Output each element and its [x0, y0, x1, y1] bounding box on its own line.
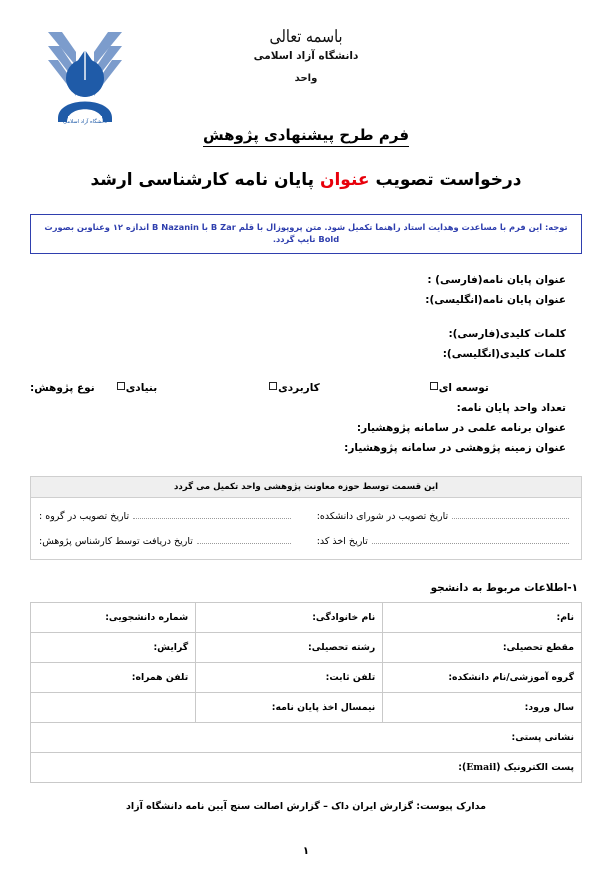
notice-text-1: این فرم با مساعدت وهدایت استاد راهنما تکمیل شود. متن پروپوزال با قلم — [238, 222, 543, 232]
notice-bold-word: Bold — [318, 234, 340, 245]
university-name: دانشگاه آزاد اسلامی — [253, 49, 359, 62]
research-type-option-developmental-label: توسعه ای — [438, 381, 489, 394]
field-scientific-program-title: عنوان برنامه علمی در سامانه پژوهشیار: — [356, 421, 566, 434]
notice-font-zar: B Zar — [210, 222, 236, 232]
faculty-council-approval-date-label: تاریخ تصویب در شورای دانشکده: — [316, 510, 449, 522]
notice-box — [30, 214, 582, 254]
cell-mobile-phone-label[interactable]: تلفن همراه: — [31, 662, 196, 692]
code-issue-date-label: تاریخ اخذ کد: — [316, 535, 368, 547]
notice-prefix: توجه: — [544, 222, 568, 232]
title-keyword-fields — [30, 270, 582, 458]
expert-receipt-date-field[interactable] — [39, 536, 295, 547]
code-issue-date-blank[interactable] — [372, 542, 569, 544]
cell-student-number-label[interactable]: شماره دانشجویی: — [31, 602, 196, 632]
expert-receipt-date-label: تاریخ دریافت توسط کارشناس پژوهش: — [39, 535, 193, 547]
receipt-dates-row — [39, 536, 573, 547]
form-title-text: فرم طرح پیشنهادی پژوهش — [203, 126, 409, 147]
section-1-heading: ۱-اطلاعات مربوط به دانشجو — [430, 581, 578, 594]
cell-department-faculty-label[interactable]: گروه آموزشی/نام دانشکده: — [383, 662, 582, 692]
research-type-option-developmental[interactable] — [430, 378, 489, 398]
cell-empty[interactable] — [31, 692, 196, 722]
table-row — [31, 692, 582, 722]
page-number: ۱ — [302, 845, 310, 857]
group-approval-date-blank[interactable] — [133, 517, 291, 519]
group-approval-date-field[interactable] — [39, 511, 295, 522]
cell-thesis-semester-label[interactable]: نیمسال اخذ پایان نامه: — [196, 692, 383, 722]
attachment-note: مدارک پیوست: گزارش ایران داک – گزارش اصالت سنج آیین نامه دانشگاه آزاد — [126, 800, 486, 812]
checkbox-applied[interactable] — [269, 382, 277, 390]
research-type-row — [30, 378, 572, 398]
cell-entry-year-label[interactable]: سال ورود: — [383, 692, 582, 722]
cell-family-name-label[interactable]: نام خانوادگی: — [196, 602, 383, 632]
field-keywords-en: کلمات کلیدی(انگلیسی): — [442, 347, 566, 360]
notice-text-3: تایپ گردد. — [272, 234, 316, 245]
field-research-area-title: عنوان زمینه پژوهشی در سامانه پژوهشیار: — [344, 441, 566, 454]
table-row — [31, 752, 582, 782]
research-type-option-applied[interactable] — [269, 378, 320, 398]
table-row — [31, 722, 582, 752]
research-type-option-basic[interactable] — [117, 378, 157, 398]
email-label-suffix: ): — [458, 761, 467, 773]
notice-text-2: اندازه ۱۲ وعناوین بصورت — [44, 222, 150, 232]
checkbox-basic[interactable] — [117, 382, 125, 390]
cell-email-label[interactable] — [31, 752, 582, 782]
group-approval-date-label: تاریخ تصویب در گروه : — [39, 510, 130, 522]
code-issue-date-field[interactable] — [317, 536, 573, 547]
azad-university-logo — [42, 26, 128, 130]
field-thesis-credits: تعداد واحد پایان نامه: — [456, 401, 566, 414]
email-label-english: Email — [466, 761, 497, 773]
research-type-option-applied-label: کاربردی — [278, 381, 320, 394]
research-office-heading: این قسمت توسط حوزه معاونت پژوهشی واحد تکمیل می گردد — [31, 477, 581, 498]
field-thesis-title-fa: عنوان پایان نامه(فارسی) : — [427, 273, 566, 286]
form-subtitle — [30, 170, 582, 190]
cell-landline-phone-label[interactable]: تلفن ثابت: — [196, 662, 383, 692]
email-label-prefix: پست الکترونیک ( — [496, 761, 574, 773]
subtitle-part-before: درخواست تصویب — [369, 170, 522, 190]
research-type-option-basic-label: بنیادی — [125, 381, 158, 394]
bismillah-calligraphy: باسمه تعالی — [269, 27, 343, 47]
notice-conjunction: با — [201, 222, 209, 232]
cell-field-of-study-label[interactable]: رشته تحصیلی: — [196, 632, 383, 662]
document-header — [30, 0, 582, 125]
table-row — [31, 632, 582, 662]
expert-receipt-date-blank[interactable] — [197, 542, 291, 544]
cell-name-label[interactable]: نام: — [383, 602, 582, 632]
subtitle-accent-word: عنوان — [319, 170, 370, 190]
field-thesis-title-en: عنوان پایان نامه(انگلیسی): — [425, 293, 566, 306]
cell-postal-address-label[interactable]: نشانی پستی: — [31, 722, 582, 752]
approval-dates-row — [39, 511, 573, 522]
subtitle-part-after: پایان نامه کارشناسی ارشد — [90, 170, 320, 190]
student-info-table — [30, 602, 582, 783]
table-row — [31, 602, 582, 632]
cell-specialization-label[interactable]: گرایش: — [31, 632, 196, 662]
research-type-label: نوع پژوهش: — [30, 381, 95, 394]
cell-degree-level-label[interactable]: مقطع تحصیلی: — [383, 632, 582, 662]
research-office-body — [31, 498, 581, 559]
faculty-council-approval-date-field[interactable] — [317, 511, 573, 522]
table-row — [31, 662, 582, 692]
field-keywords-fa: کلمات کلیدی(فارسی): — [448, 327, 566, 340]
checkbox-developmental[interactable] — [430, 382, 438, 390]
research-office-box — [30, 476, 582, 560]
notice-font-nazanin: B Nazanin — [152, 222, 199, 232]
logo-caption-text: دانشگاه آزاد اسلامی — [63, 119, 107, 125]
branch-label: واحد — [294, 72, 318, 84]
faculty-council-approval-date-blank[interactable] — [452, 517, 569, 519]
